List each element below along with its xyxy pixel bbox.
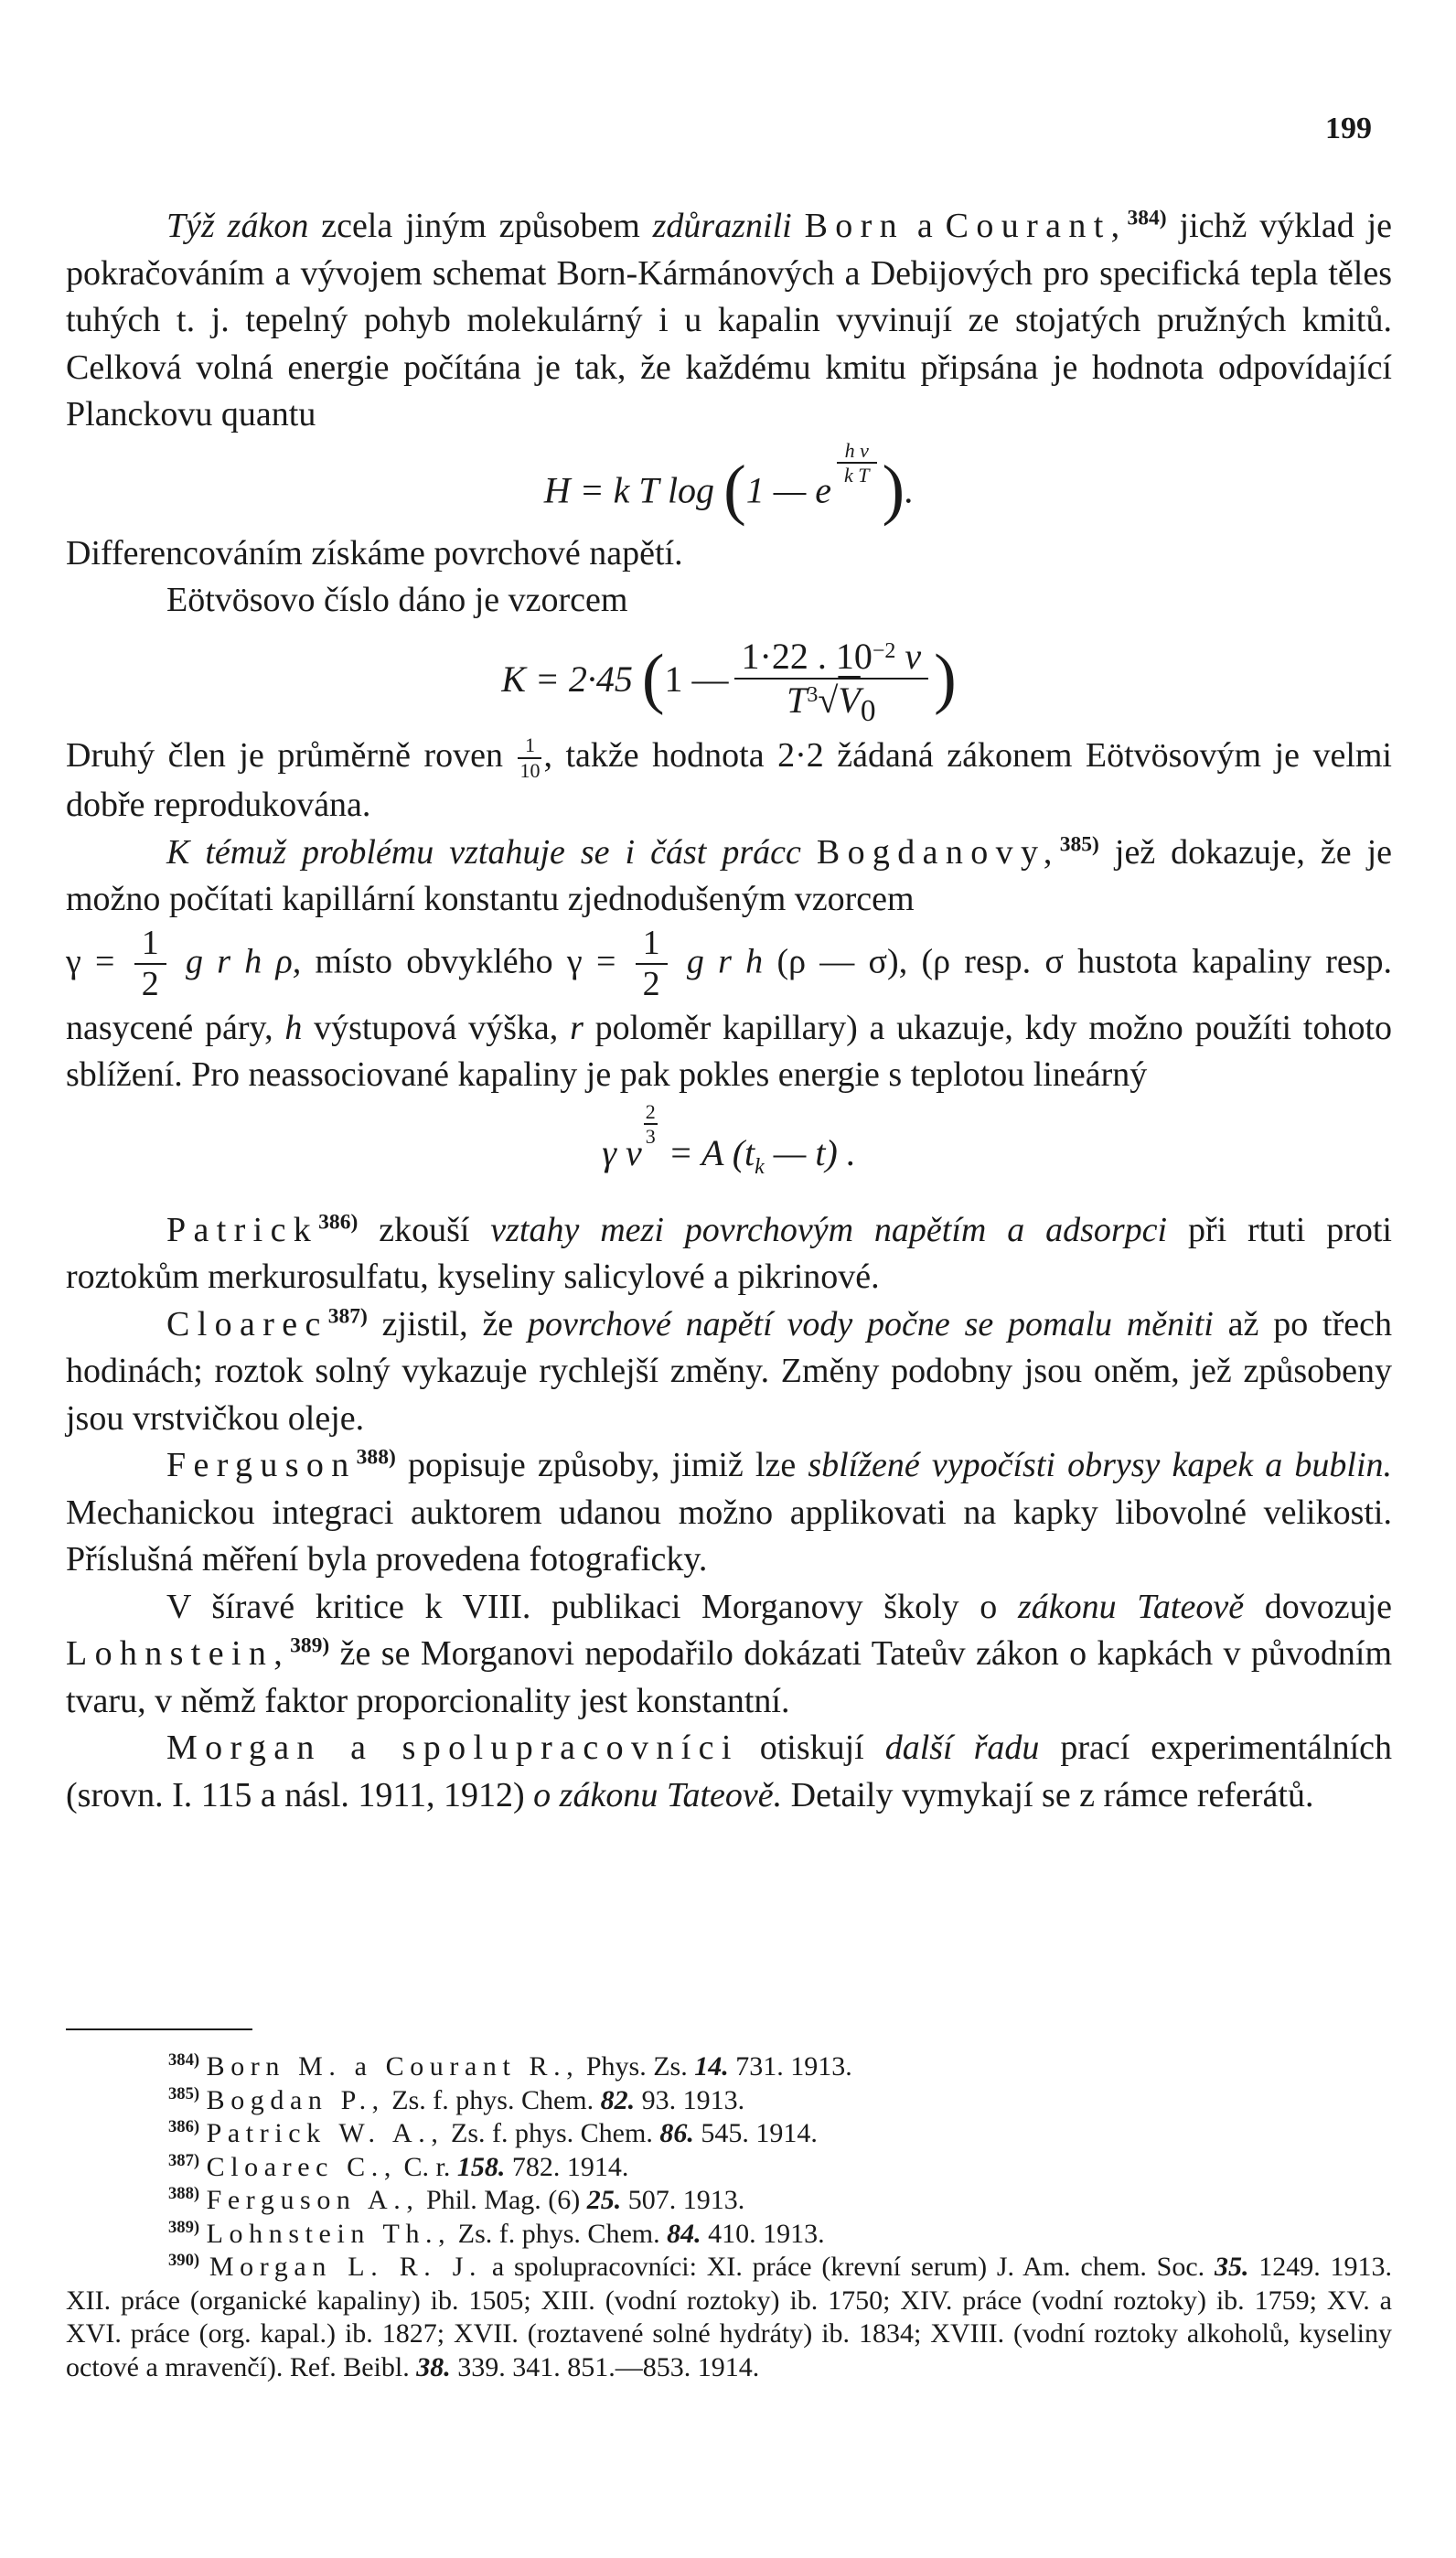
- eotvos-fraction: $\frac{1\cdot 22 . 10^{-2} v}{T^3√V_0}$: [734, 636, 929, 729]
- paragraph-lohnstein: V šíravé kritice k VIII. publikaci Morganovy školy o zákonu Tateově dovozuje Lohnstein,$^{389)}$ že se Morganovi nepodařilo dokázati Tateův zákon o kapkách v původním tvaru, v němž faktor proporcionality jest konstantní.: [66, 1587, 1392, 1720]
- footnote-item: $^{388)}$ Ferguson A., Phil. Mag. (6) 25. 507. 1913.: [168, 2184, 745, 2215]
- equation-linear-energy: γ v $\frac{2}{3}$ = A ($t_k$ — t) .: [602, 1099, 856, 1179]
- footnote-item: $^{386)}$ Patrick W. A., Zs. f. phys. Chem. 86. 545. 1914.: [168, 2117, 818, 2148]
- paragraph-patrick: Patrick$^{386)}$ zkouší vztahy mezi povrchovým napětím a adsorpci při rtuti proti roztokům merkurosulfatu, kyseliny salicylové a pikrinové.: [66, 1210, 1392, 1297]
- author-patrick: Patrick: [166, 1210, 319, 1249]
- footnote-item: $^{385)}$ Bogdan P., Zs. f. phys. Chem. 82. 93. 1913.: [168, 2083, 745, 2115]
- author-morgan: Morgan a spolupracovníci: [166, 1729, 739, 1768]
- author-ferguson: Ferguson: [166, 1446, 357, 1485]
- author-born: Born: [804, 207, 905, 245]
- paragraph-cloarec: Cloarec$^{387)}$ zjistil, že povrchové napětí vody počne se pomalu měniti až po třech hodinách; roztok solný vykazuje rychlejší změny. Změny podobny jsou oněm, jež způsobeny jsou vrstvičkou oleje.: [66, 1304, 1392, 1438]
- half-fraction-2: $\frac{1}{2}$: [636, 924, 668, 1005]
- author-bogdanov: Bogdanovy,: [816, 832, 1060, 872]
- body-text: [66, 203, 1392, 1819]
- page-number: 199: [1325, 112, 1372, 145]
- paragraph-bogdanov: K témuž problému vztahuje se i část prácc Bogdanovy,$^{385)}$ jež dokazuje, že je možno počítati kapillární konstantu zjednodušeným vzorcem: [66, 831, 1393, 919]
- equation-free-energy: H = k T log (1 — e $\frac{\text{h v}}{\text{k T}}$ ).: [543, 438, 915, 527]
- footnote-item: $^{390)}$ Morgan L. R. J. a spolupracovníci: XI. práce (krevní serum) J. Am. chem. Soc. 35. 1249. 1913. XII. práce (organické kapaliny) ib. 1505; XIII. (vodní roztoky) ib. 1750; XIV. práce (vodní roztoky) ib. 1759; XV. a XVI. práce (org. kapal.) ib. 1827; XVII. (roztavené solné hydráty) ib. 1834; XVIII. (vodní roztoky alkoholů, kyseliny octové a mravenčí). Ref. Beibl. 38. 339. 341. 851.—853. 1914.: [66, 2251, 1393, 2382]
- paragraph-differencing: Differencováním získáme povrchové napětí.: [66, 533, 683, 573]
- footnote-item: $^{389)}$ Lohnstein Th., Zs. f. phys. Chem. 84. 410. 1913.: [168, 2217, 825, 2249]
- footnote-item: $^{384)}$ Born M. a Courant R., Phys. Zs. 14. 731. 1913.: [168, 2050, 852, 2082]
- paragraph-morgan: Morgan a spolupracovníci otiskují další řadu prací experimentálních (srovn. I. 115 a násl. 1911, 1912) o zákonu Tateově. Detaily vymykají se z rámce referátů.: [66, 1729, 1392, 1814]
- lead-italic: Týž zákon: [166, 207, 309, 245]
- footnotes: [66, 2050, 1392, 2384]
- equation-eotvos: K = 2·45 (1 — $\frac{1\cdot 22 . 10^{-2} v}{T^3√V_0}$ ): [501, 636, 957, 729]
- footnote-item: $^{387)}$ Cloarec C., C. r. 158. 782. 1914.: [168, 2150, 629, 2182]
- one-tenth-fraction: $\frac{1}{10}$: [519, 733, 541, 782]
- paragraph-ferguson: Ferguson$^{388)}$ popisuje způsoby, jimiž lze sblížené vypočísti obrysy kapek a bublin. Mechanickou integraci auktorem udanou možno applikovati na kapky libovolné velikosti. Příslušná měření byla provedena fotograficky.: [66, 1445, 1392, 1579]
- author-cloarec: Cloarec: [166, 1304, 328, 1343]
- footnote-divider: [66, 2028, 252, 2030]
- exponent-fraction: $\frac{\text{h v}}{\text{k T}}$: [837, 439, 877, 487]
- half-fraction: $\frac{1}{2}$: [134, 924, 166, 1005]
- paragraph-second-term: Druhý člen je průměrně roven $\frac{1}{10}$ , takže hodnota 2·2 žádaná zákonem Eötvösovým je velmi dobře reprodukována.: [66, 733, 1392, 825]
- paragraph-born-courant: Týž zákon zcela jiným způsobem zdůraznili Born a Courant,$^{384)}$ jichž výklad je pokračováním a vývojem schemat Born-Kármánových a Debijových pro specifická tepla těles tuhých t. j. tepelný pohyb molekulárný i u kapalin vyvinují ze stojatých pružných kmitů. Celková volná energie počítána je tak, že každému kmitu připsána je hodnota odpovídající Planckovu quantu: [66, 206, 1392, 433]
- paragraph-eotvos: Eötvösovo číslo dáno je vzorcem: [166, 581, 628, 619]
- exponent-two-thirds: $\frac{2}{3}$: [645, 1099, 656, 1148]
- paragraph-capillary-formula: γ = $\frac{1}{2}$ g r h ρ, místo obvyklého γ = $\frac{1}{2}$ g r h (ρ — σ), (ρ resp. σ hustota kapaliny resp. nasycené páry, h výstupová výška, r poloměr kapillary) a ukazuje, kdy možno použíti tohoto sblížení. Pro neassociované kapaliny je pak pokles energie s teplotou lineárný: [66, 923, 1393, 1095]
- author-courant: Courant,: [945, 207, 1128, 245]
- footnote-ref: 384): [1127, 206, 1167, 230]
- author-lohnstein: Lohnstein,: [66, 1634, 291, 1674]
